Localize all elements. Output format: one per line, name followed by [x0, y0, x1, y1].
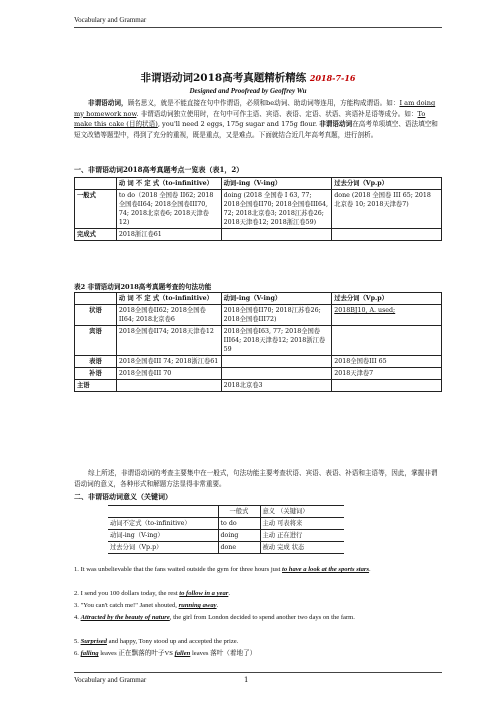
table-cell: doing — [218, 530, 260, 542]
intro-text-3: , you'll need 2 eggs, 175g sugar and 175g flour. — [157, 120, 320, 128]
table-row-header: 动词-ing（V-ing） — [108, 530, 218, 542]
example-highlight: fallen — [174, 650, 191, 657]
table-cell — [332, 380, 442, 392]
table-cell: 2018天津卷7 — [332, 368, 442, 380]
header-rule — [74, 27, 442, 28]
table-row-header: 补语 — [75, 368, 117, 380]
example-text: 5. — [74, 638, 81, 645]
example-text: . — [216, 602, 219, 609]
table-row — [108, 530, 344, 542]
table-cell: 2018全国卷II62; 2018全国卷II64; 2018北京卷6 — [116, 305, 221, 326]
example-text: . — [369, 566, 371, 573]
table-row — [75, 305, 442, 326]
table-row — [75, 368, 442, 380]
table-row — [75, 380, 442, 392]
example-3 — [74, 601, 442, 612]
table-cell: done (2018 全国卷 III 65; 2018 北京卷 10; 2018天津卷7) — [332, 190, 442, 229]
example-text: . — [228, 590, 230, 597]
table-3 — [108, 505, 344, 554]
example-2 — [74, 589, 442, 600]
table-cell: 2018BJ10, A. used; — [332, 305, 442, 326]
intro-example-1: I am doing my homework now — [74, 99, 436, 118]
table-cell: 2018浙江卷61 — [116, 229, 221, 241]
table-row-header: 完成式 — [75, 229, 117, 241]
title-date: 2018-7-16 — [309, 73, 356, 83]
table-cell: 2018全国卷II70; 2018江苏卷26; 2018全国卷III72) — [221, 305, 332, 326]
table-cell — [332, 229, 442, 241]
table-cell: 被动 完成 状态 — [260, 542, 344, 554]
section-1-heading: 一、非谓语动词2018高考真题考点一览表（表1，2） — [74, 165, 244, 174]
table-row — [75, 229, 442, 241]
table-cell — [108, 506, 218, 518]
table-cell: 2018北京卷3 — [221, 380, 332, 392]
table-row-header: 宾语 — [75, 326, 117, 356]
intro-paragraph — [74, 98, 442, 140]
table-cell: 2018全国卷III 65 — [332, 356, 442, 368]
example-text: and happy, Tony stood up and accepted the prize. — [106, 638, 239, 645]
running-footer: Vocabulary and Grammar — [74, 676, 147, 684]
example-4 — [74, 613, 442, 624]
example-text: 3. "You can't catch me!" Janet shouted, — [74, 602, 179, 609]
table-row — [108, 542, 344, 554]
example-highlight: Attracted by the beauty of nature — [80, 614, 170, 621]
table-row — [75, 326, 442, 356]
title-text: 非谓语动词2018高考真题精析精练 — [140, 72, 307, 84]
table-col-header: 过去分词（Vp.p） — [332, 178, 442, 190]
table-cell: 2018全国卷II74; 2018天津卷12 — [116, 326, 221, 356]
table-2-caption: 表2 非谓语动词2018高考真题考查的句法功能 — [74, 283, 212, 291]
example-text: , the girl from London decided to spend another two days on the farm. — [169, 614, 355, 621]
intro-example-2: To make this cake (目的状语) — [74, 109, 426, 128]
table-2-header-row — [75, 293, 442, 305]
table-row-header: 动词不定式（to-infinitive） — [108, 518, 218, 530]
table-cell — [221, 368, 332, 380]
table-cell — [116, 380, 221, 392]
table-col-header: 意义 （关键词） — [260, 506, 344, 518]
example-5 — [74, 637, 442, 648]
intro-text-1: 顾名思义，就是不能直接在句中作谓语，必须和be动词、助动词等连用，方能构成谓语。如： — [127, 99, 400, 107]
example-text: 1. It was unbelievable that the fans waited outside the gym for three hours just — [74, 566, 283, 573]
table-cell: 2018全国卷III 70 — [116, 368, 221, 380]
example-highlight: running away — [178, 602, 217, 609]
table-3-header-row — [108, 506, 344, 518]
table-col-header: 动 词 不 定 式（to-infinitive） — [116, 178, 221, 190]
table-cell: 2018全国卷I63, 77; 2018全国卷III64; 2018天津卷12; 2018浙江卷59 — [221, 326, 332, 356]
table-row-header: 表语 — [75, 356, 117, 368]
table-cell: to do — [218, 518, 260, 530]
table-cell — [221, 356, 332, 368]
table-cell: doing (2018 全国卷 I 63, 77; 2018全国卷II70; 2018全国卷III64, 72; 2018北京卷3; 2018江苏卷26; 2018天津卷12; 2018浙江卷59) — [221, 190, 332, 229]
table-2 — [74, 292, 442, 392]
table-cell: 主动 正在进行 — [260, 530, 344, 542]
table-cell — [221, 229, 332, 241]
section-2-heading: 二、非谓语动词意义（关键词） — [74, 492, 172, 501]
table-cell — [332, 326, 442, 356]
document-subtitle: Designed and Proofread by Geoffrey Wu — [189, 87, 307, 95]
example-text: leaves 落叶（着地了） — [190, 650, 257, 657]
table-row-header: 过去分词（Vp.p） — [108, 542, 218, 554]
example-highlight: to have a look at the sports stars — [282, 566, 370, 573]
table-col-header: 过去分词（Vp.p） — [332, 293, 442, 305]
example-1 — [74, 565, 442, 576]
example-text: leaves 正在飘落的叶子VS — [98, 650, 175, 657]
table-col-header: 一般式 — [218, 506, 260, 518]
example-highlight: to follow in a year — [179, 590, 229, 597]
table-col-header: 动 词 不 定 式（to-infinitive） — [116, 293, 221, 305]
table-col-header: 动词-ing（V-ing） — [221, 293, 332, 305]
table-col-header: 动词-ing（V-ing） — [221, 178, 332, 190]
table-row — [108, 518, 344, 530]
footer-rule — [74, 672, 442, 673]
table-row-header: 一般式 — [75, 190, 117, 229]
summary-paragraph: 综上所述，非谓语动词的考查主要集中在一般式，句法功能主要考查状语、宾语、表语、补语和主语等，因此，掌握非谓语动词的意义，各种形式和解题方法显得非常重要。 — [74, 469, 438, 488]
example-highlight: Surprised — [80, 638, 107, 645]
example-6 — [74, 649, 442, 660]
example-highlight: falling — [80, 650, 99, 657]
example-text: 6. — [74, 650, 81, 657]
table-1-header-row — [75, 178, 442, 190]
intro-text-4: 在高考单项填空、语法填空和短文改错等题型中，得到了充分的重视，既是重点，又是难点。下面就结合近几年高考真题，进行剖析。 — [74, 120, 438, 139]
table-row — [75, 190, 442, 229]
running-header: Vocabulary and Grammar — [74, 16, 147, 24]
table-cell: 2018全国卷III 74; 2018浙江卷61 — [116, 356, 221, 368]
table-cell — [75, 178, 117, 190]
table-cell — [75, 293, 117, 305]
table-cell: done — [218, 542, 260, 554]
table-cell: 主动 可表将来 — [260, 518, 344, 530]
intro-term-2: 非谓语动词 — [319, 120, 353, 128]
example-text: 2. I send you 100 dollars today, the rest — [74, 590, 180, 597]
intro-term: 非谓语动词， — [88, 99, 128, 107]
table-1 — [74, 177, 442, 241]
example-text: 4. — [74, 614, 81, 621]
page-number: 1 — [244, 676, 249, 684]
table-row-header: 主语 — [75, 380, 117, 392]
table-cell: to do（2018 全国卷 II62; 2018全国卷II64; 2018全国卷III70, 74; 2018北京卷6; 2018天津卷12) — [116, 190, 221, 229]
table-row-header: 状语 — [75, 305, 117, 326]
table-row — [75, 356, 442, 368]
intro-text-2: . 非谓语动词独立使用时，在句中可作主语、宾语、表语、定语、状语、宾语补足语等成分。如： — [136, 109, 418, 118]
document-title — [0, 70, 496, 85]
